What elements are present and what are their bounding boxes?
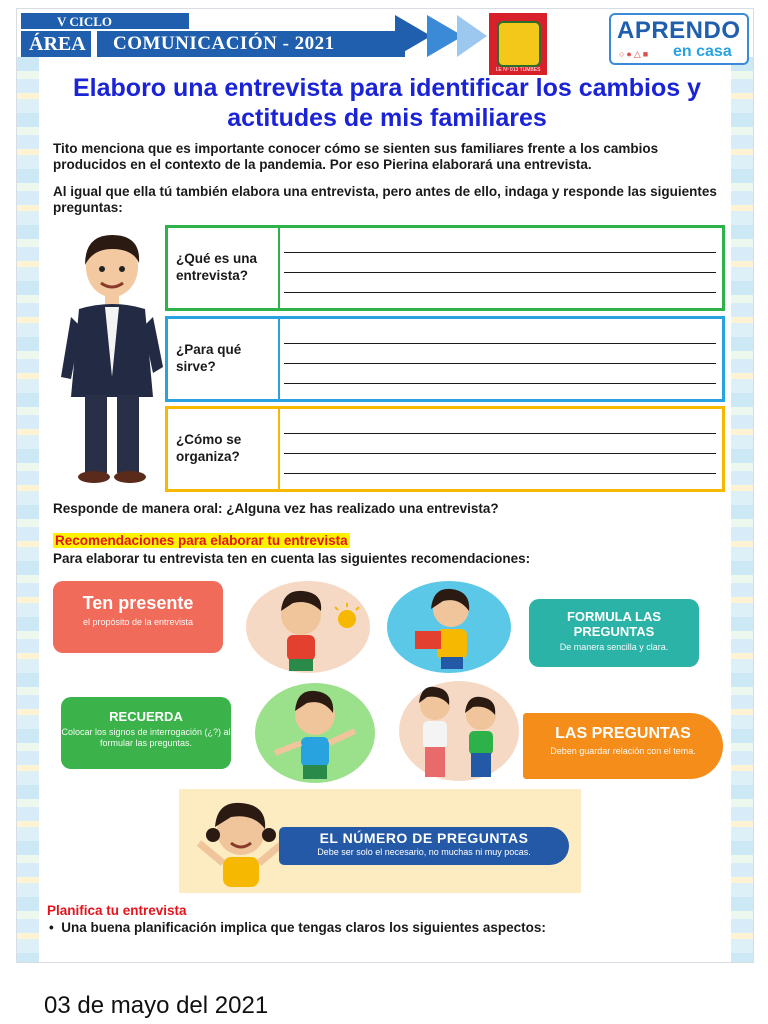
planning-bullet-text: Una buena planificación implica que tengas claros los siguientes aspectos: (61, 920, 546, 935)
planning-title: Planifica tu entrevista (47, 903, 187, 918)
planning-bullet (49, 920, 546, 935)
card-title: RECUERDA (109, 709, 183, 724)
card-subtitle: De manera sencilla y clara. (559, 642, 669, 652)
answer-lines[interactable] (284, 329, 716, 393)
footer-date: 03 de mayo del 2021 (44, 992, 269, 1019)
question-label-column (168, 409, 280, 489)
kid-gesturing-illustration (253, 681, 377, 785)
bullet-icon: • (49, 920, 62, 935)
numero-de-preguntas-banner (179, 789, 581, 893)
card-las-preguntas (523, 713, 723, 779)
boy-illustration (57, 227, 167, 487)
girl-reading-illustration (385, 579, 513, 675)
card-title: EL NÚMERO DE PREGUNTAS (319, 830, 529, 846)
instruction-paragraph: Al igual que ella tú también elabora una entrevista, pero antes de ello, indaga y responde las siguientes preguntas: (53, 184, 717, 215)
card-subtitle: Debe ser solo el necesario, no muchas ni muy pocas. (317, 847, 531, 857)
page-title: Elaboro una entrevista para identificar los cambios y actitudes de mis familiares (73, 74, 701, 132)
oral-question: Responde de manera oral: ¿Alguna vez has realizado una entrevista? (53, 501, 499, 516)
kids-interview-illustration (397, 677, 521, 785)
question-box-para-que-sirve (165, 316, 725, 402)
card-subtitle: Deben guardar relación con el tema. (550, 746, 696, 756)
logo-main-text: APRENDO (617, 17, 741, 44)
ciclo-label: V CICLO (57, 14, 113, 29)
question-box-que-es (165, 225, 725, 311)
decorative-border-left (17, 57, 39, 962)
card-ten-presente (53, 581, 223, 653)
course-name: COMUNICACIÓN - 2021 (113, 33, 335, 54)
area-separator (91, 31, 97, 57)
card-formula-las-preguntas (529, 599, 699, 667)
logo-shapes-icon: ○●△■ (619, 49, 651, 59)
logo-sub-text: en casa (673, 43, 732, 60)
question-label: ¿Para qué sirve? (176, 342, 242, 374)
card-title: Ten presente (82, 593, 194, 613)
recommendations-intro: Para elaborar tu entrevista ten en cuenta las siguientes recomendaciones: (53, 551, 531, 566)
shield-icon (497, 21, 541, 67)
question-box-como-se-organiza (165, 406, 725, 492)
decorative-border-right (731, 57, 753, 962)
kid-idea-illustration (243, 579, 373, 675)
answer-lines[interactable] (284, 419, 716, 483)
intro-paragraph: Tito menciona que es importante conocer cómo se sienten sus familiares frente a los cambios producidos en el contexto de la pandemia. Por eso Pierina elaborará una entrevista. (53, 141, 659, 172)
chevron-right-icon (395, 15, 431, 57)
question-label: ¿Qué es una entrevista? (176, 251, 258, 283)
chevron-right-icon (457, 15, 487, 57)
card-title: LAS PREGUNTAS (555, 725, 691, 742)
area-label: ÁREA (29, 33, 86, 55)
aprendo-en-casa-logo (609, 13, 749, 65)
answer-lines[interactable] (284, 238, 716, 302)
question-label-column (168, 228, 280, 308)
question-label: ¿Cómo se organiza? (176, 432, 242, 464)
card-subtitle: Colocar los signos de interrogación (¿?) al formular las preguntas. (61, 727, 231, 748)
seal-text: I.E Nº 013 TUMBES (495, 67, 541, 73)
card-title: FORMULA LAS PREGUNTAS (566, 609, 662, 639)
card-subtitle: el propósito de la entrevista (82, 617, 194, 627)
recommendations-title: Recomendaciones para elaborar tu entrevista (55, 533, 348, 548)
question-label-column (168, 319, 280, 399)
card-numero-de-preguntas (279, 827, 569, 865)
header (17, 9, 754, 73)
card-recuerda (61, 697, 231, 769)
school-seal (487, 11, 549, 77)
worksheet-page (16, 8, 754, 963)
